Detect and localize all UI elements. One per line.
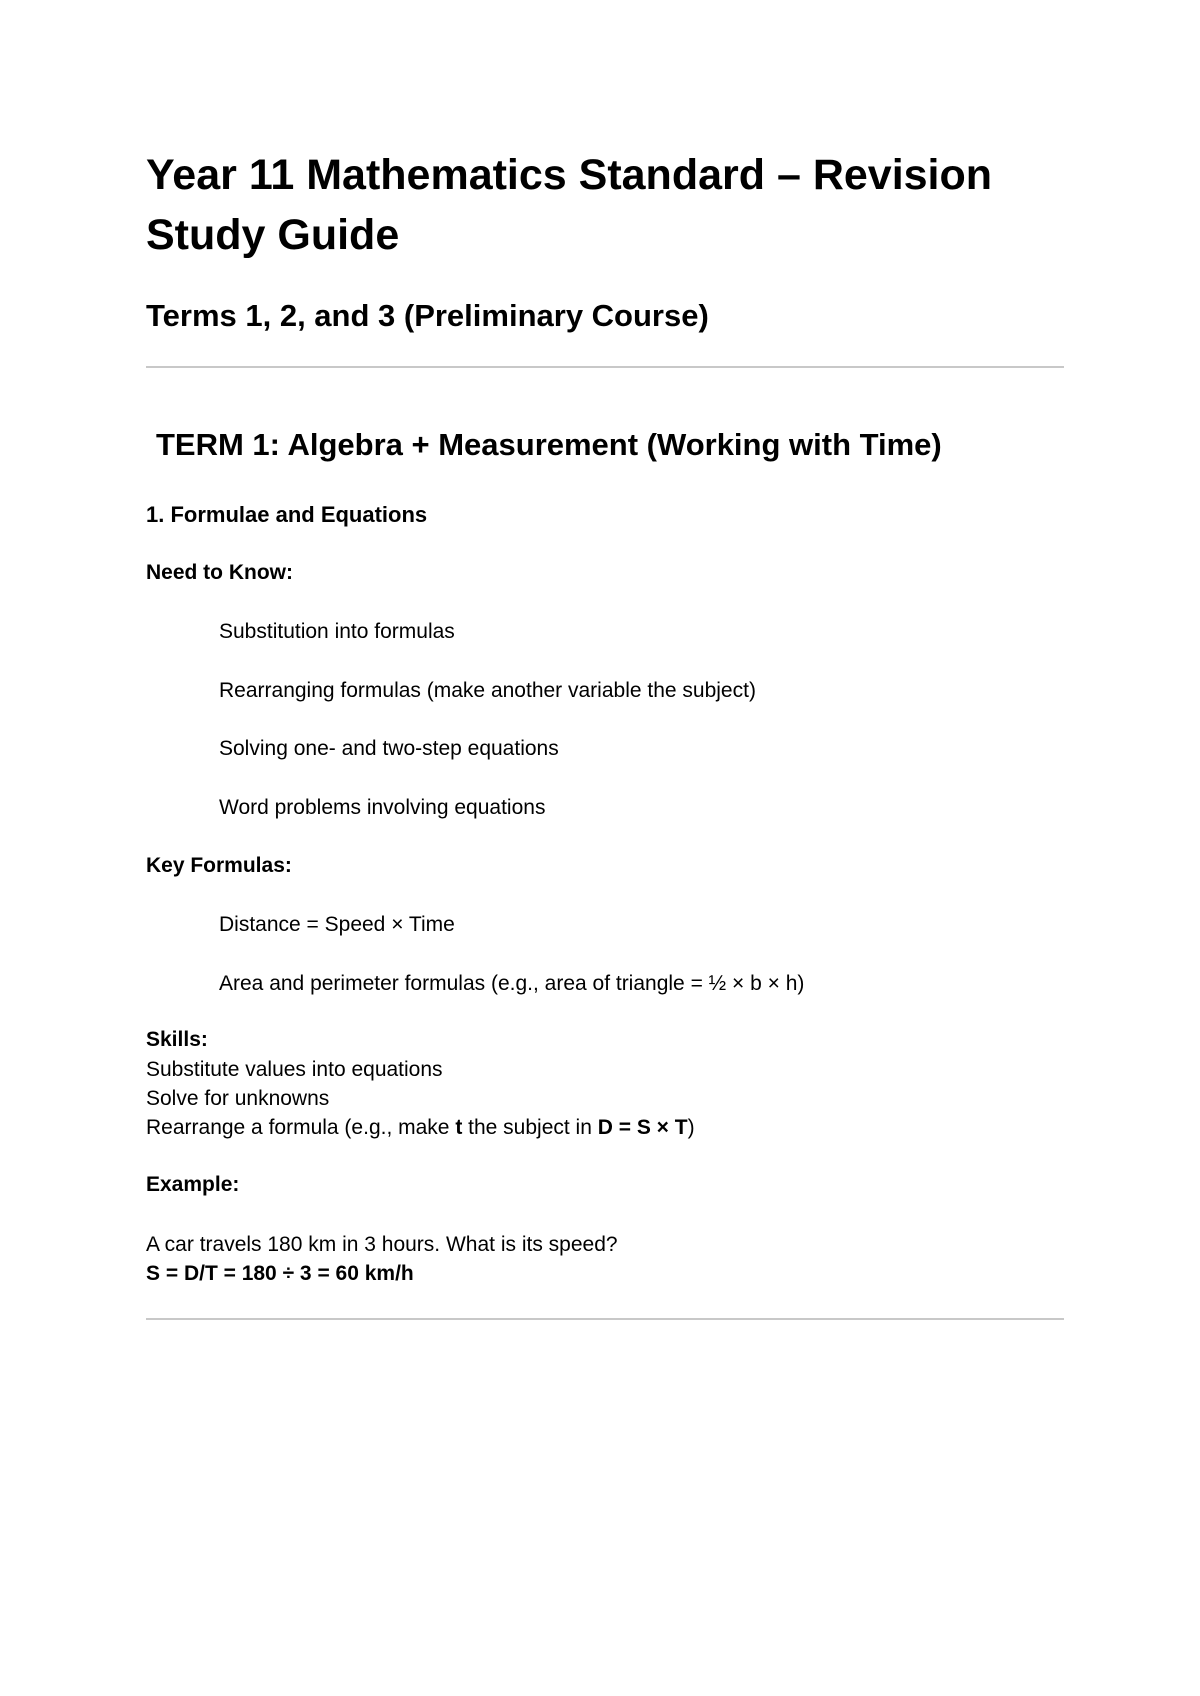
skill-formula: D = S × T bbox=[597, 1116, 688, 1139]
skills-label: Skills: bbox=[146, 1028, 208, 1051]
key-formula-item: Distance = Speed × Time bbox=[219, 913, 455, 936]
need-to-know-item: Word problems involving equations bbox=[219, 796, 546, 819]
document-subtitle: Terms 1, 2, and 3 (Preliminary Course) bbox=[146, 298, 709, 333]
need-to-know-label: Need to Know: bbox=[146, 561, 293, 584]
need-to-know-item: Rearranging formulas (make another variable the subject) bbox=[219, 679, 756, 702]
horizontal-rule bbox=[146, 1318, 1064, 1320]
skill-item-rearrange bbox=[146, 1114, 695, 1142]
skill-text: Rearrange a formula (e.g., make bbox=[146, 1116, 456, 1139]
term1-heading: TERM 1: Algebra + Measurement (Working with Time) bbox=[156, 427, 942, 462]
example-question: A car travels 180 km in 3 hours. What is its speed? bbox=[146, 1233, 618, 1256]
skill-item: Substitute values into equations bbox=[146, 1058, 443, 1081]
horizontal-rule bbox=[146, 366, 1064, 368]
example-label: Example: bbox=[146, 1173, 240, 1196]
skill-text: ) bbox=[687, 1116, 695, 1139]
key-formula-item: Area and perimeter formulas (e.g., area of triangle = ½ × b × h) bbox=[219, 972, 805, 995]
key-formulas-label: Key Formulas: bbox=[146, 854, 292, 877]
skill-item: Solve for unknowns bbox=[146, 1087, 330, 1110]
section1-heading: 1. Formulae and Equations bbox=[146, 502, 428, 527]
skill-variable: t bbox=[455, 1116, 463, 1139]
need-to-know-item: Substitution into formulas bbox=[219, 620, 455, 643]
skill-text: the subject in bbox=[462, 1116, 598, 1139]
document-title: Year 11 Mathematics Standard – Revision Study Guide bbox=[146, 151, 993, 259]
need-to-know-item: Solving one- and two-step equations bbox=[219, 737, 559, 760]
example-answer: S = D/T = 180 ÷ 3 = 60 km/h bbox=[146, 1262, 414, 1285]
